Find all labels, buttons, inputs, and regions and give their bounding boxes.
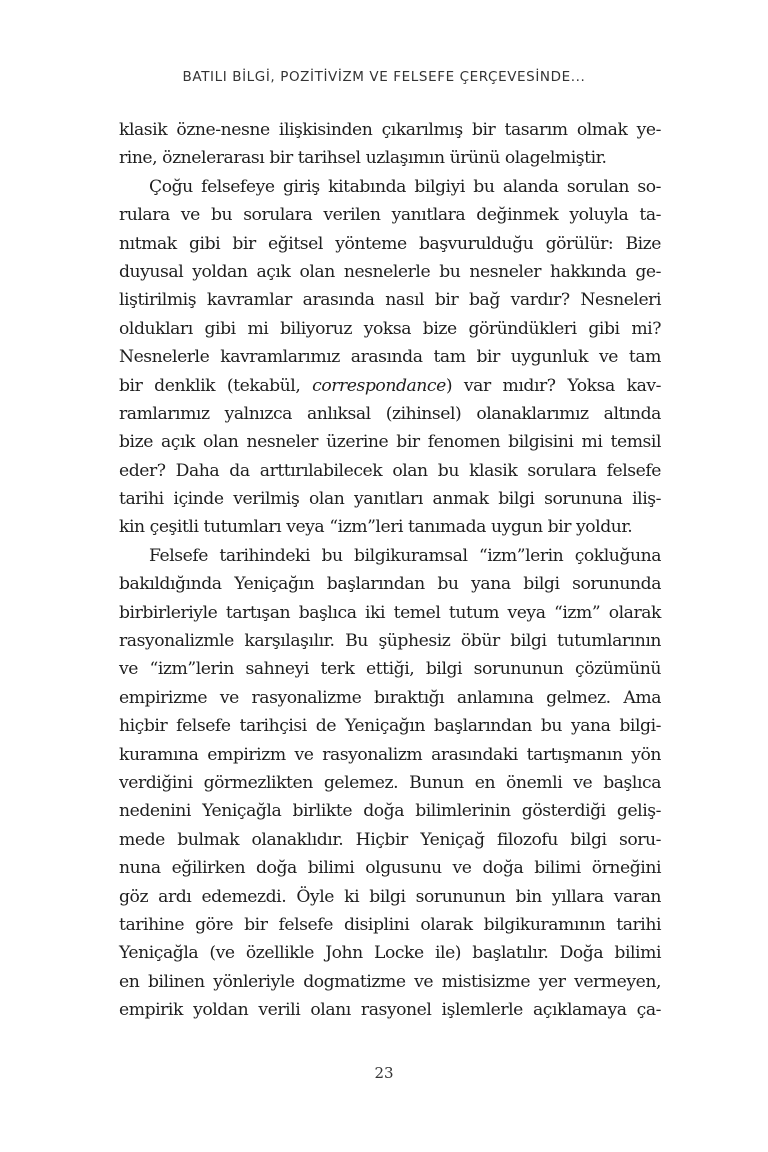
text-line: verdiğini görmezlikten gelemez. Bunun en önemli ve başlıca xyxy=(119,772,661,793)
text-line: hiçbir felsefe tarihçisi de Yeniçağın başlarından bu yana bilgi- xyxy=(119,716,661,737)
paragraph-first-line: Felsefe tarihindeki bu bilgikuramsal “izm”lerin çokluğuna xyxy=(149,545,661,566)
text-line: tarihine göre bir felsefe disiplini olarak bilgikuramının tarihi xyxy=(119,914,661,935)
text-line: rine, öznelerarası bir tarihsel uzlaşımın ürünü olagelmiştir. xyxy=(119,148,607,169)
text-line: oldukları gibi mi biliyoruz yoksa bize göründükleri gibi mi? xyxy=(119,318,661,339)
text-line: tarihi içinde verilmiş olan yanıtları anmak bilgi sorununa iliş- xyxy=(119,489,661,510)
text-line: empirizme ve rasyonalizme bıraktığı anlamına gelmez. Ama xyxy=(119,687,661,708)
text-line: kuramına empirizm ve rasyonalizm arasındaki tartışmanın yön xyxy=(119,744,661,765)
text-line: duyusal yoldan açık olan nesnelerle bu nesneler hakkında ge- xyxy=(119,261,661,282)
running-header: BATILI BİLGİ, POZİTİVİZM VE FELSEFE ÇERÇEVESİNDE... xyxy=(182,69,586,85)
text-line: göz ardı edemezdi. Öyle ki bilgi sorununun bin yıllara varan xyxy=(119,886,661,907)
text-line-with-italic xyxy=(119,372,661,400)
text-line: birbirleriyle tartışan başlıca iki temel tutum veya “izm” olarak xyxy=(119,602,661,623)
text-line: Yeniçağla (ve özellikle John Locke ile) başlatılır. Doğa bilimi xyxy=(119,943,661,964)
text-line: nıtmak gibi bir eğitsel yönteme başvurulduğu görülür: Bize xyxy=(119,233,661,254)
text-line: mede bulmak olanaklıdır. Hiçbir Yeniçağ filozofu bilgi soru- xyxy=(119,829,661,850)
text-line: bize açık olan nesneler üzerine bir fenomen bilgisini mi temsil xyxy=(119,432,661,453)
page-number: 23 xyxy=(374,1064,394,1082)
text-line: nuna eğilirken doğa bilimi olgusunu ve doğa bilimi örneğini xyxy=(119,858,661,879)
italic-term: correspondance xyxy=(312,375,446,396)
text-line: liştirilmiş kavramlar arasında nasıl bir bağ vardır? Nesneleri xyxy=(119,290,661,311)
text-line: ve “izm”lerin sahneyi terk ettiği, bilgi sorununun çözümünü xyxy=(119,659,661,680)
text-line: klasik özne-nesne ilişkisinden çıkarılmış bir tasarım olmak ye- xyxy=(119,120,661,140)
text-line: en bilinen yönleriyle dogmatizme ve mistisizme yer vermeyen, xyxy=(119,971,661,992)
text-line: rasyonalizmle karşılaşılır. Bu şüphesiz öbür bilgi tutumlarının xyxy=(119,631,661,652)
text-line: nedenini Yeniçağla birlikte doğa bilimlerinin gösterdiği geliş- xyxy=(119,801,661,822)
text-line: kin çeşitli tutumları veya “izm”leri tanımada uygun bir yoldur. xyxy=(119,517,633,538)
text-fragment: ) var mıdır? Yoksa kav- xyxy=(445,375,661,396)
paragraph-first-line: Çoğu felsefeye giriş kitabında bilgiyi bu alanda sorulan so- xyxy=(149,176,661,197)
text-line: empirik yoldan verili olanı rasyonel işlemlerle açıklamaya ça- xyxy=(119,1000,661,1021)
text-fragment: bir denklik (tekabül, xyxy=(119,375,313,396)
text-line: eder? Daha da arttırılabilecek olan bu klasik sorulara felsefe xyxy=(119,460,661,481)
text-line: bakıldığında Yeniçağın başlarından bu yana bilgi sorununda xyxy=(119,574,661,595)
text-line: Nesnelerle kavramlarımız arasında tam bir uygunluk ve tam xyxy=(119,347,661,368)
body-text xyxy=(119,116,661,1025)
text-line: rulara ve bu sorulara verilen yanıtlara değinmek yoluyla ta- xyxy=(119,205,661,226)
text-line: ramlarımız yalnızca anlıksal (zihinsel) olanaklarımız altında xyxy=(119,403,661,424)
